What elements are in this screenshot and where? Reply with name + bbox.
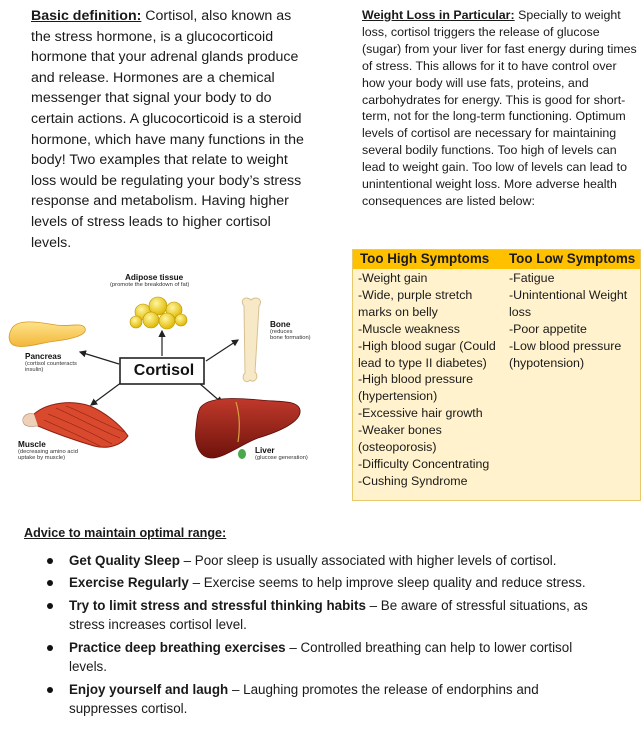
bone-sub-2: bone formation) bbox=[270, 335, 311, 341]
adipose-label: Adipose tissue bbox=[125, 273, 184, 282]
advice-item bbox=[42, 551, 602, 571]
bullet-icon bbox=[47, 580, 53, 586]
diagram-center-label: Cortisol bbox=[133, 362, 195, 379]
advice-item-title: Exercise Regularly bbox=[69, 575, 189, 591]
too-high-item: -Weight gain bbox=[358, 271, 428, 285]
advice-item-text: – Exercise seems to help improve sleep quality and reduce stress. bbox=[188, 575, 586, 591]
weight-loss-label: Weight Loss in Particular: bbox=[362, 8, 515, 22]
too-high-item: -Excessive hair growth bbox=[358, 406, 483, 421]
advice-item bbox=[42, 638, 602, 677]
bullet-icon bbox=[47, 687, 53, 693]
pancreas-icon bbox=[9, 322, 85, 347]
too-low-item: -Fatigue bbox=[509, 271, 555, 285]
basic-definition-label: Basic definition: bbox=[31, 8, 142, 24]
too-high-item: -Difficulty Concentrating bbox=[358, 456, 490, 471]
too-low-item: -Poor appetite bbox=[509, 321, 587, 336]
muscle-sub-1: (decreasing amino acid bbox=[18, 449, 78, 455]
liver-label: Liver bbox=[255, 446, 275, 455]
pancreas-sub-1: (cortisol counteracts bbox=[25, 361, 77, 367]
liver-sub: (glucose generation) bbox=[255, 455, 308, 461]
cortisol-diagram bbox=[8, 262, 348, 477]
advice-item bbox=[42, 573, 602, 593]
advice-item-text: – Be aware of stressful situations, as stress increases cortisol level. bbox=[69, 597, 588, 633]
advice-item-title: Enjoy yourself and laugh bbox=[69, 681, 229, 697]
bone-label: Bone bbox=[270, 320, 291, 329]
too-high-item: -High blood pressure (hypertension) bbox=[358, 372, 474, 404]
advice-item-title: Try to limit stress and stressful thinking habits bbox=[69, 597, 366, 613]
too-high-item: -Weaker bones (osteoporosis) bbox=[358, 423, 442, 455]
weight-loss-text: Specially to weight loss, cortisol triggers the release of glucose (sugar) from your liver for fast energy during times of stress. This allows for it to have control over how your body will use fats, proteins, and carbohydrates for energy. This is good for short-term, not for the long-term functioning. Optimum levels of cortisol are necessary for maintaining several bodily functions. Too high of levels can lead to weight gain. Too low of levels can lead to unintentional weight loss. More adverse health consequences are listed below: bbox=[362, 8, 637, 208]
advice-item bbox=[42, 596, 602, 635]
too-low-item: -Unintentional Weight loss bbox=[509, 287, 628, 319]
advice-item-text: – Laughing promotes the release of endorphins and suppresses cortisol. bbox=[69, 681, 539, 717]
advice-title: Advice to maintain optimal range: bbox=[24, 526, 227, 540]
weight-loss-paragraph bbox=[362, 7, 640, 210]
advice-list bbox=[42, 551, 602, 722]
bone-sub-1: (reduces bbox=[270, 329, 293, 335]
too-low-item: -Low blood pressure (hypotension) bbox=[509, 338, 622, 370]
bullet-icon bbox=[47, 645, 53, 651]
too-high-item: -Cushing Syndrome bbox=[358, 473, 468, 488]
pancreas-sub-2: insulin) bbox=[25, 367, 44, 373]
symptoms-table bbox=[352, 249, 641, 501]
muscle-label: Muscle bbox=[18, 440, 46, 449]
advice-item-text: – Poor sleep is usually associated with higher levels of cortisol. bbox=[179, 553, 557, 568]
advice-item bbox=[42, 680, 602, 719]
bullet-icon bbox=[47, 558, 53, 564]
too-low-list bbox=[509, 270, 637, 371]
advice-item-title: Get Quality Sleep bbox=[69, 553, 180, 568]
symptoms-table-header bbox=[353, 250, 640, 269]
too-high-item: -Muscle weakness bbox=[358, 321, 460, 336]
advice-item-text: – Controlled breathing can help to lower cortisol levels. bbox=[69, 639, 573, 675]
muscle-sub-2: uptake by muscle) bbox=[18, 455, 66, 461]
advice-item-title: Practice deep breathing exercises bbox=[69, 639, 286, 655]
adipose-sub: (promote the breakdown of fat) bbox=[110, 282, 190, 288]
basic-definition-text: Cortisol, also known as the stress hormone, is a glucocorticoid hormone that your adrenal glands produce and release. Hormones are a chemical messenger that signal your body to do certain actions. A glucocorticoid is a steroid hormone, which have many functions in the body! Two examples that relate to weight loss would be regulating your body’s stress response and metabolism. Having higher levels of stress leads to higher cortisol levels. bbox=[31, 8, 304, 251]
basic-definition-paragraph bbox=[31, 6, 311, 253]
bone-icon bbox=[242, 298, 260, 382]
too-high-header: Too High Symptoms bbox=[360, 251, 490, 266]
too-high-item: -High blood sugar (Could lead to type II diabetes) bbox=[358, 338, 496, 370]
pancreas-label: Pancreas bbox=[25, 352, 62, 361]
bullet-icon bbox=[47, 603, 53, 609]
too-low-header: Too Low Symptoms bbox=[509, 251, 636, 266]
adipose-tissue-icon bbox=[130, 297, 187, 329]
too-high-item: -Wide, purple stretch marks on belly bbox=[358, 287, 473, 319]
too-high-list bbox=[358, 270, 505, 490]
liver-icon bbox=[196, 398, 301, 459]
